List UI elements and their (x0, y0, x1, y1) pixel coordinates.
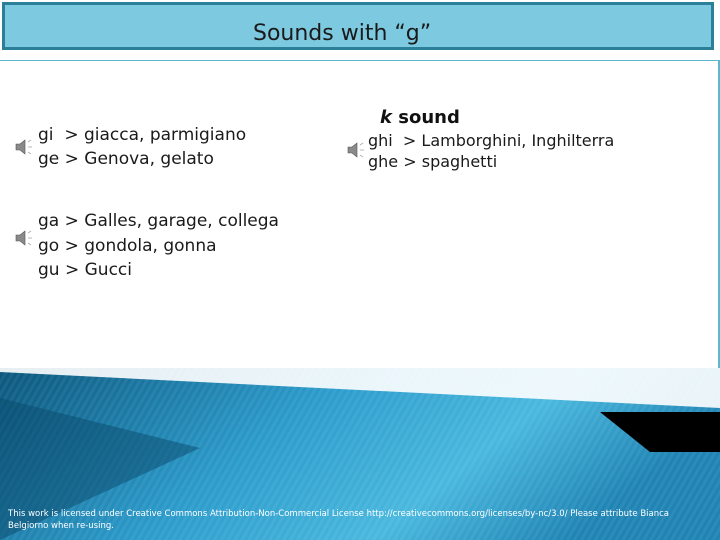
syllable: ge (38, 149, 60, 169)
divider-top (0, 60, 720, 61)
line-ge (38, 147, 214, 171)
examples: > Galles, garage, collega (64, 211, 279, 231)
speaker-icon[interactable] (14, 228, 34, 248)
line-gi (38, 123, 246, 147)
line-go (38, 234, 217, 258)
examples: > giacca, parmigiano (64, 125, 247, 145)
speaker-icon[interactable] (14, 137, 34, 157)
syllable: ga (38, 211, 60, 231)
line-gu (38, 258, 132, 282)
k-sound-heading: k sound (380, 107, 460, 128)
title-bar (2, 2, 714, 50)
examples: > Genova, gelato (64, 149, 214, 169)
syllable: go (38, 236, 60, 256)
slide-title: Sounds with “g” (253, 21, 432, 46)
speaker-icon[interactable] (346, 140, 366, 160)
line-ghe (368, 150, 497, 174)
syllable: gu (38, 260, 60, 280)
examples: > Gucci (64, 260, 132, 280)
examples: > spaghetti (403, 152, 498, 171)
syllable: ghi (368, 131, 393, 150)
examples: > Lamborghini, Inghilterra (402, 131, 615, 150)
line-ga (38, 209, 279, 233)
examples: > gondola, gonna (64, 236, 217, 256)
syllable: gi (38, 125, 54, 145)
license-text: This work is licensed under Creative Commons Attribution-Non-Commercial License http://creativecommons.org/licenses/by-nc/3.0/ Please attribute Bianca Belgiorno when re-using. (8, 509, 669, 531)
syllable: ghe (368, 152, 399, 171)
